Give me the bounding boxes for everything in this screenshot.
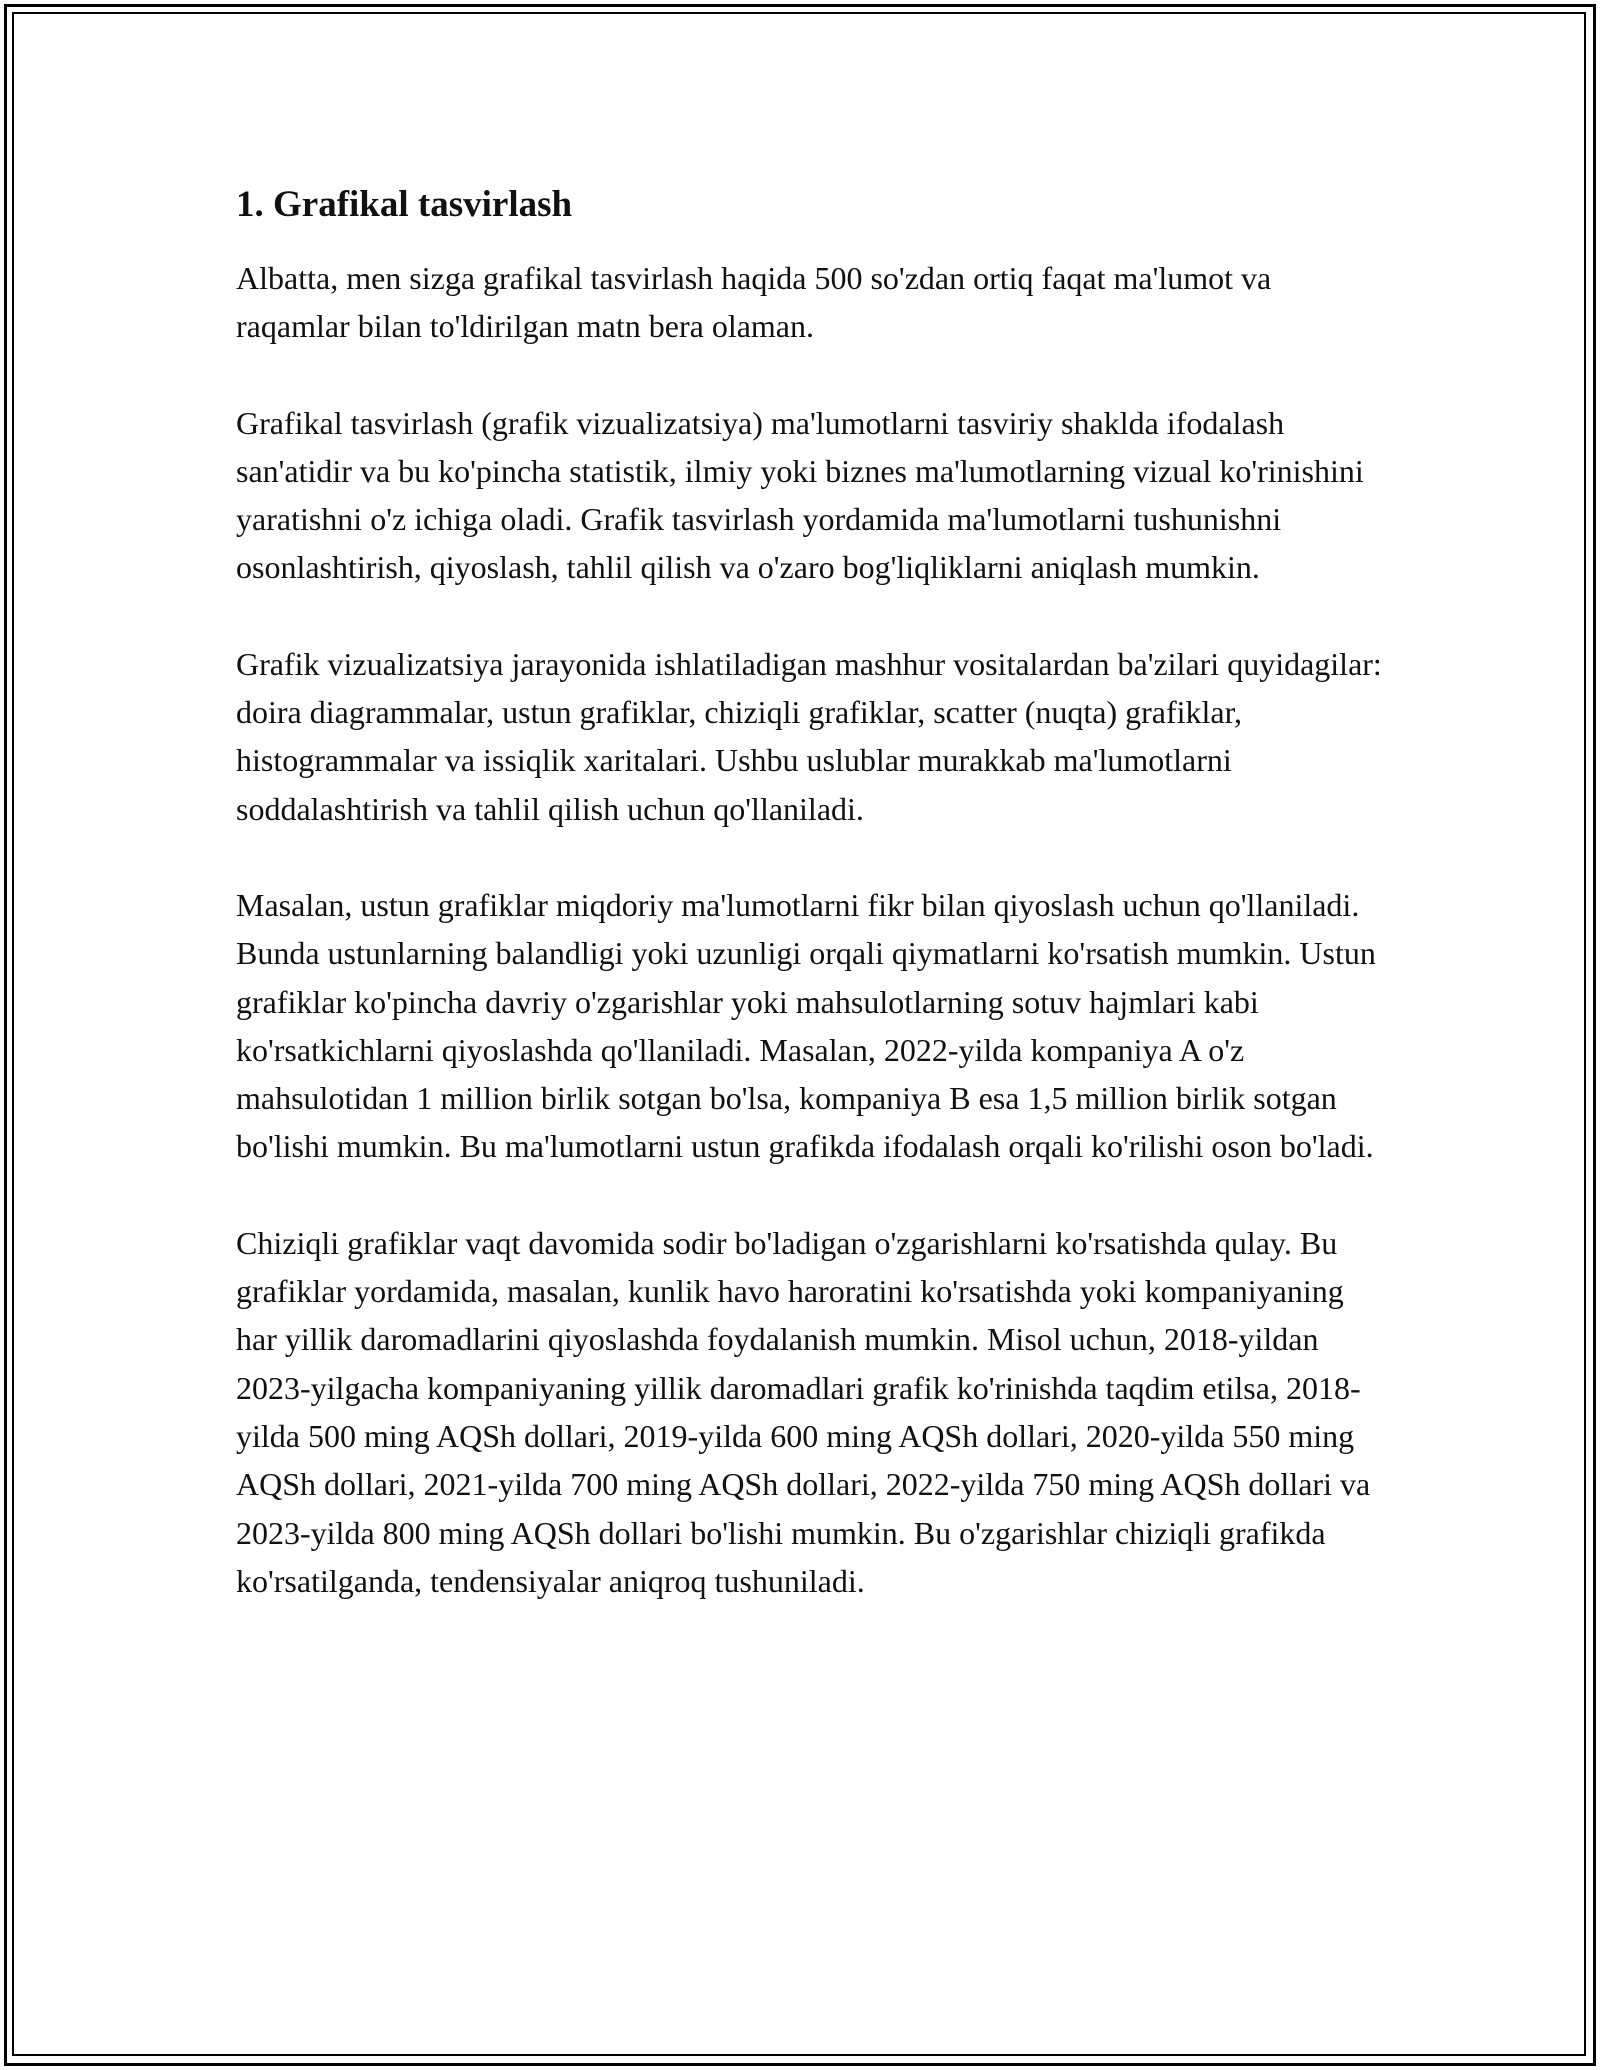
paragraph-line-charts: Chiziqli grafiklar vaqt davomida sodir bo'ladigan o'zgarishlarni ko'rsatishda qulay. Bu grafiklar yordamida, masalan, kunlik havo haroratini ko'rsatishda yoki kompaniyaning har yillik daromadlarini qiyoslashda foydalanish mumkin. Misol uchun, 2018-yildan 2023-yilgacha kompaniyaning yillik daromadlari grafik ko'rinishda taqdim etilsa, 2018-yilda 500 ming AQSh dollari, 2019-yilda 600 ming AQSh dollari, 2020-yilda 550 ming AQSh dollari, 2021-yilda 700 ming AQSh dollari, 2022-yilda 750 ming AQSh dollari va 2023-yilda 800 ming AQSh dollari bo'lishi mumkin. Bu o'zgarishlar chiziqli grafikda ko'rsatilganda, tendensiyalar aniqroq tushuniladi. <box>236 1224 1371 1599</box>
paragraph-tools: Grafik vizualizatsiya jarayonida ishlatiladigan mashhur vositalardan ba'zilari quyidagilar: doira diagrammalar, ustun grafiklar, chiziqli grafiklar, scatter (nuqta) grafiklar, histogrammalar va issiqlik xaritalari. Ushbu uslublar murakkab ma'lumotlarni soddalashtirish va tahlil qilish uchun qo'llaniladi. <box>236 645 1382 827</box>
section-heading: 1. Grafikal tasvirlash <box>236 184 573 225</box>
document-body <box>236 182 1386 1605</box>
paragraph-intro: Albatta, men sizga grafikal tasvirlash haqida 500 so'zdan ortiq faqat ma'lumot va raqamlar bilan to'ldirilgan matn bera olaman. <box>236 260 1272 345</box>
paragraph-bar-charts: Masalan, ustun grafiklar miqdoriy ma'lumotlarni fikr bilan qiyoslash uchun qo'llaniladi. Bunda ustunlarning balandligi yoki uzunligi orqali qiymatlarni ko'rsatish mumkin. Ustun grafiklar ko'pincha davriy o'zgarishlar yoki mahsulotlarning sotuv hajmlari kabi ko'rsatkichlarni qiyoslashda qo'llaniladi. Masalan, 2022-yilda kompaniya A o'z mahsulotidan 1 million birlik sotgan bo'lsa, kompaniya B esa 1,5 million birlik sotgan bo'lishi mumkin. Bu ma'lumotlarni ustun grafikda ifodalash orqali ko'rilishi oson bo'ladi. <box>236 886 1376 1165</box>
paragraph-definition: Grafikal tasvirlash (grafik vizualizatsiya) ma'lumotlarni tasviriy shaklda ifodalash san'atidir va bu ko'pincha statistik, ilmiy yoki biznes ma'lumotlarning vizual ko'rinishini yaratishni o'z ichiga oladi. Grafik tasvirlash yordamida ma'lumotlarni tushunishni osonlashtirish, qiyoslash, tahlil qilish va o'zaro bog'liqliklarni aniqlash mumkin. <box>236 404 1364 586</box>
